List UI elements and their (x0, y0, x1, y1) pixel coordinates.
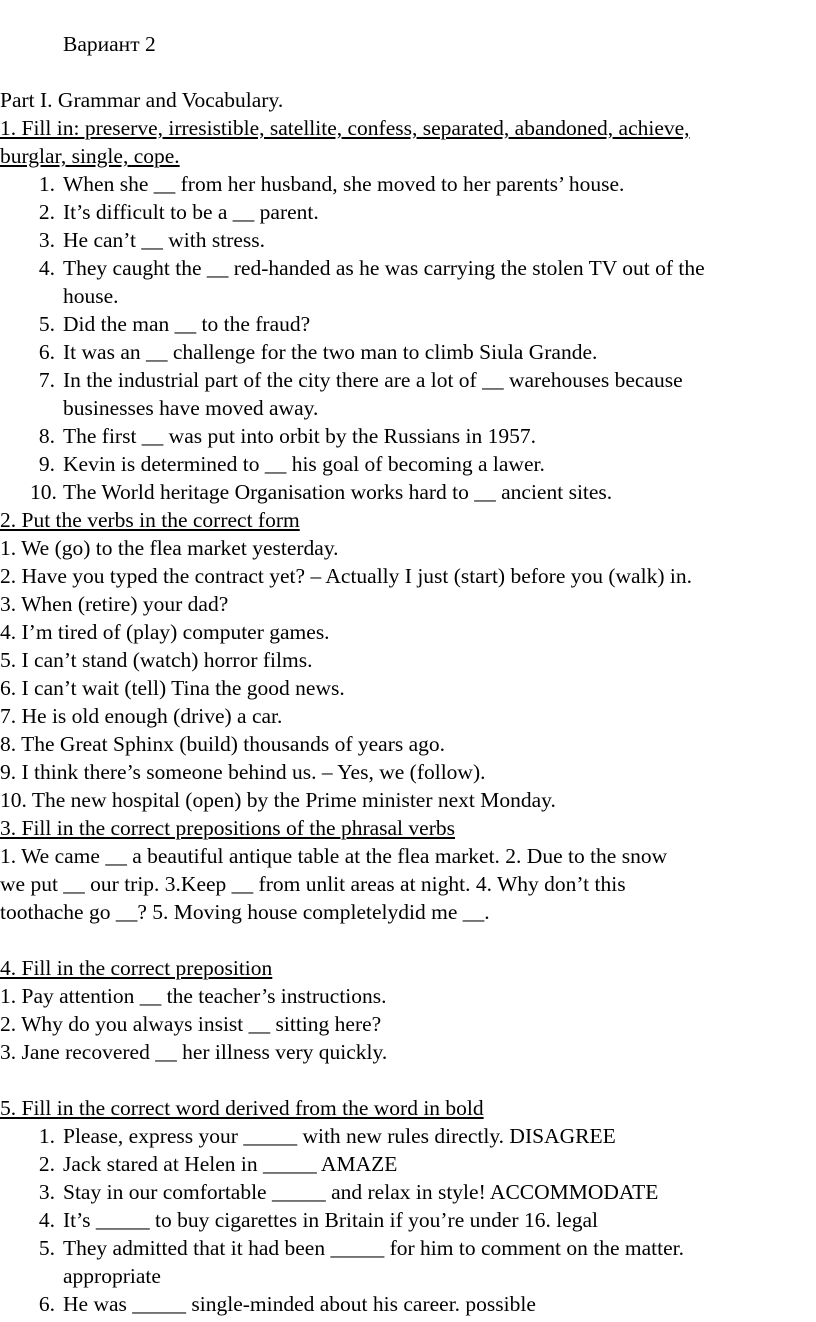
item-number: 1. (38, 1124, 55, 1148)
item-text: Jack stared at Helen in _____ AMAZE (63, 1152, 398, 1176)
list-item (0, 478, 812, 506)
item-text: The first __ was put into orbit by the Russians in 1957. (63, 424, 536, 448)
task2-heading: 2. Put the verbs in the correct form (0, 508, 300, 532)
item-text: It’s difficult to be a __ parent. (63, 200, 319, 224)
item-text: It was an __ challenge for the two man to climb Siula Grande. (63, 340, 598, 364)
spacer (0, 926, 812, 954)
item-text: house. (63, 284, 119, 308)
item-text: When she __ from her husband, she moved to her parents’ house. (63, 172, 625, 196)
task5-list (0, 1122, 812, 1318)
list-item: 8. The Great Sphinx (build) thousands of years ago. (0, 732, 446, 756)
document-body (0, 86, 812, 1318)
item-number: 5. (38, 312, 55, 336)
list-item (0, 1178, 812, 1206)
list-item (0, 198, 812, 226)
item-number: 2. (38, 200, 55, 224)
item-text: He can’t __ with stress. (63, 228, 266, 252)
list-item (0, 1234, 812, 1290)
task4-list (0, 982, 812, 1066)
task2-list (0, 534, 812, 814)
paragraph-line: 1. We came __ a beautiful antique table at the flea market. 2. Due to the snow (0, 844, 668, 868)
item-number: 5. (38, 1236, 55, 1260)
list-item: 3. Jane recovered __ her illness very quickly. (0, 1040, 388, 1064)
list-item: 10. The new hospital (open) by the Prime minister next Monday. (0, 788, 556, 812)
list-item: 2. Why do you always insist __ sitting here? (0, 1012, 382, 1036)
paragraph-line: toothache go __? 5. Moving house completelydid me __. (0, 900, 490, 924)
list-item: 7. He is old enough (drive) a car. (0, 704, 283, 728)
item-number: 9. (38, 452, 55, 476)
list-item: 3. When (retire) your dad? (0, 592, 229, 616)
list-item: 1. We (go) to the flea market yesterday. (0, 536, 339, 560)
item-text: They caught the __ red-handed as he was carrying the stolen TV out of the (63, 256, 705, 280)
list-item: 5. I can’t stand (watch) horror films. (0, 648, 313, 672)
item-text: Please, express your _____ with new rules directly. DISAGREE (63, 1124, 616, 1148)
list-item (0, 170, 812, 198)
list-item (0, 310, 812, 338)
task4-heading: 4. Fill in the correct preposition (0, 956, 273, 980)
task1-list (0, 170, 812, 506)
variant-title: Вариант 2 (63, 32, 156, 56)
item-text: He was _____ single-minded about his career. possible (63, 1292, 536, 1316)
list-item (0, 1206, 812, 1234)
item-text: businesses have moved away. (63, 396, 319, 420)
task1-heading (0, 114, 812, 170)
item-text: Did the man __ to the fraud? (63, 312, 311, 336)
list-item: 9. I think there’s someone behind us. – Yes, we (follow). (0, 760, 486, 784)
item-number: 4. (38, 256, 55, 280)
item-text: They admitted that it had been _____ for him to comment on the matter. (63, 1236, 684, 1260)
list-item (0, 338, 812, 366)
part-title: Part I. Grammar and Vocabulary. (0, 88, 284, 112)
item-number: 7. (38, 368, 55, 392)
task3-paragraph (0, 842, 812, 926)
item-number: 3. (38, 228, 55, 252)
item-number: 8. (38, 424, 55, 448)
list-item (0, 254, 812, 310)
spacer (0, 1066, 812, 1094)
item-number: 10. (30, 480, 57, 504)
item-text: Stay in our comfortable _____ and relax in style! ACCOMMODATE (63, 1180, 659, 1204)
list-item: 4. I’m tired of (play) computer games. (0, 620, 330, 644)
task3-heading: 3. Fill in the correct prepositions of the phrasal verbs (0, 816, 455, 840)
item-number: 6. (38, 1292, 55, 1316)
list-item (0, 450, 812, 478)
list-item: 6. I can’t wait (tell) Tina the good news. (0, 676, 345, 700)
paragraph-line: we put __ our trip. 3.Keep __ from unlit areas at night. 4. Why don’t this (0, 872, 626, 896)
item-text: It’s _____ to buy cigarettes in Britain if you’re under 16. legal (63, 1208, 598, 1232)
item-text: Kevin is determined to __ his goal of becoming a lawer. (63, 452, 545, 476)
task1-heading-line: burglar, single, cope. (0, 144, 180, 168)
item-number: 2. (38, 1152, 55, 1176)
item-number: 1. (38, 172, 55, 196)
list-item: 2. Have you typed the contract yet? – Actually I just (start) before you (walk) in. (0, 564, 692, 588)
item-number: 3. (38, 1180, 55, 1204)
task5-heading: 5. Fill in the correct word derived from the word in bold (0, 1096, 484, 1120)
task1-heading-line: 1. Fill in: preserve, irresistible, satellite, confess, separated, abandoned, achieve, (0, 116, 690, 140)
list-item (0, 226, 812, 254)
list-item: 1. Pay attention __ the teacher’s instructions. (0, 984, 387, 1008)
list-item (0, 366, 812, 422)
list-item (0, 1290, 812, 1318)
item-text: appropriate (63, 1264, 161, 1288)
item-text: The World heritage Organisation works hard to __ ancient sites. (63, 480, 613, 504)
list-item (0, 422, 812, 450)
item-number: 6. (38, 340, 55, 364)
item-text: In the industrial part of the city there are a lot of __ warehouses because (63, 368, 683, 392)
list-item (0, 1150, 812, 1178)
list-item (0, 1122, 812, 1150)
item-number: 4. (38, 1208, 55, 1232)
